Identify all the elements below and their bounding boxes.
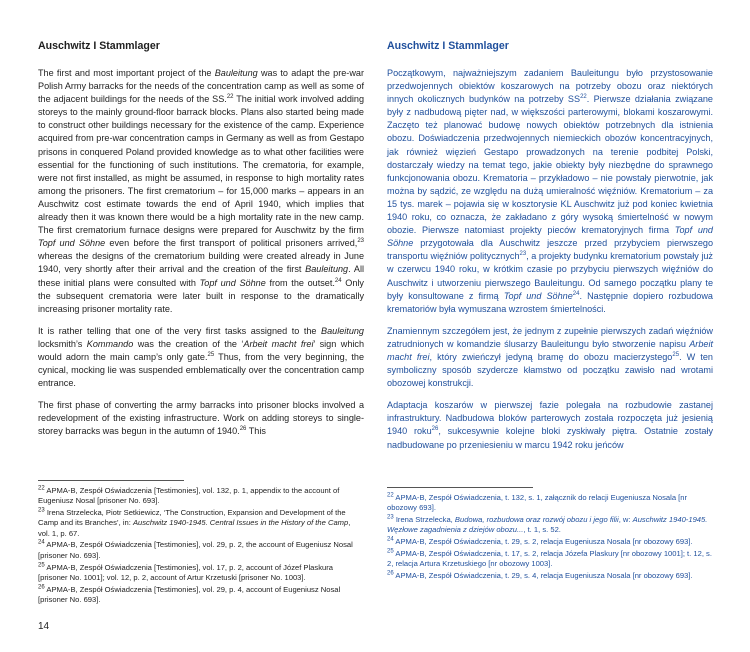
footnote-ref: 24	[334, 277, 342, 284]
polish-footnotes	[387, 487, 713, 583]
english-footnote-23: $^{23}$ Irena Strzelecka, Piotr Setkiewicz, ‘The Construction, Expansion and Development of the Camp and its Branches’, in: Auschwitz 1940-1945. Central Issues in the History of the Camp, vol. 1, p. 67.	[38, 507, 351, 538]
polish-column	[387, 40, 713, 581]
english-column	[38, 40, 365, 604]
polish-footnote-22: $^{22}$ APMA-B, Zespół Oświadczenia, t. 132, s. 1, załącznik do relacji Eugeniusza Nosala [nr obozowy 693].	[387, 492, 688, 513]
footnote-ref: 22	[580, 94, 587, 101]
polish-footnote-23: $^{23}$ Irena Strzelecka, Budowa, rozbudowa oraz rozwój obozu i jego filii, w: Auschwitz 1940-1945. Węzłowe zagadnienia z dziejów obozu..., t. 1, s. 52.	[387, 514, 708, 535]
footnote-ref: 26	[431, 426, 439, 433]
page-number: 14	[38, 621, 50, 632]
polish-paragraph-2: Znamiennym szczegółem jest, że jednym z zupełnie pierwszych zadań więźniów zatrudnionych w komandzie ślusarzy Bauleitungu było stworzenie napisu Arbeit macht frei, który zwieńczył jedyną bramę do obozu macierzystego$^{25}$. W ten symboliczny sposób szyderczе kłamstwo od początku zawisło nad wrotami obozowej konstrukcji.	[387, 325, 713, 389]
english-heading: Auschwitz I Stammlager	[38, 40, 160, 52]
polish-footnote-24: $^{24}$ APMA-B, Zespół Oświadczenia, t. 29, s. 2, relacja Eugeniusza Nosala [nr obozowy 693].	[387, 536, 693, 547]
english-paragraph-1: The first and most important project of the Bauleitung was to adapt the pre-war Polish Army barracks for the needs of the concentration camp as well as some of the adjacent buildings for the needs of the SS.$^{22}$ The initial work involved adding storeys to the mainly ground-floor barrack blocks. Plans also started being made to construct other buildings necessary for the existence of the camp. Experience acquired from pre-war concentration camps in Germany as well as from Gestapo prisons in conquered Poland provided knowledge as to what other facilities were essential for the functioning of such institutions. The crematoria, for example, were not first installed, as might be assumed, in response to high mortality rates among the prisoners. The first crematorium – for 15,000 marks – appears in an Auschwitz cost estimate towards the end of April 1940, which implies that already then it was known there would be a high mortality rate in the new camp. The first crematorium furnace designs were prepared for Auschwitz by the firm Topf und Söhne even before the first transport of political prisoners arrived,$^{23}$ whereas the designs of the crematorium building were created already in June 1940, very shortly after their arrival and the creation of the first Bauleitung. All these initial plans were consulted with Topf und Söhne from the outset.$^{24}$ Only the subsequent crematoria were later built in response to the dramatically increasing prisoner mortality rate.	[38, 68, 365, 314]
polish-paragraph-1: Początkowym, najważniejszym zadaniem Bauleitungu było przystosowanie przedwojennych obiektów koszarowych na potrzeby obozu oraz niektórych innych okolicznych budynków na potrzeby SS$^{22}$. Pierwsze działania związane były z nadbudową pięter nad, w większości parterowymi, blokami koszarowymi. Zaczęto też planować budowę nowych obiektów potrzebnych dla istnienia obozu. Doświadczenia przedwojennych niemieckich obozów koncentracyjnych, jak również więzień Gestapo prowadzonych na terenie podbitej Polski, dostarczały wiedzy na temat tego, jakie obiekty były niezbędne do sprawnego funkcjonowania obozu. Krematoria – przykładowo – nie powstały pierwotnie, jak można by sądzić, ze względu na dużą umieralność więźniów. Krematorium – za 15 tys. marek – pojawia się w kosztorysie KL Auschwitz już pod koniec kwietnia 1940 roku, co oznacza, że zakładano z góry wysoką śmiertelność w nowym obozie. Pierwsze natomiast projekty pieców krematoryjnych firma Topf und Söhne przygotowała dla Auschwitz jeszcze przed przybyciem pierwszego transportu więźniów politycznych$^{23}$, a projekty budynku krematorium powstały już w czerwcu 1940 roku, w krótkim czasie po przybyciu pierwszych więźniów do Auschwitz i utworzeniu pierwszego Bauleitungu. Od samego początku plany te były konsultowane z firmą Topf und Söhne$^{24}$. Następnie dopiero rozbudowa krematoriów była wymuszana wzrostem śmiertelności.	[387, 68, 713, 314]
english-footnote-22: $^{22}$ APMA-B, Zespół Oświadczenia [Testimonies], vol. 132, p. 1, appendix to the account of Eugeniusz Nosal [prisoner No. 693].	[38, 485, 340, 506]
polish-paragraph-3: Adaptacja koszarów w pierwszej fazie polegała na rozbudowie zastanej infrastruktury. Nadbudowa bloków parterowych została rozpoczęta już jesienią 1940 roku$^{26}$, sukcesywnie kolejne bloki zyskiwały piętra. Ostatnie zostały nadbudowane po przeniesieniu w marcu 1942 roku jeńców	[387, 400, 713, 450]
footnote-divider	[38, 480, 184, 481]
english-footnote-26: $^{26}$ APMA-B, Zespół Oświadczenia [Testimonies], vol. 29, p. 4, account of Eugeniusz Nosal [prisoner No. 693].	[38, 584, 341, 604]
footnote-divider	[387, 487, 533, 488]
polish-footnote-26: $^{26}$ APMA-B, Zespół Oświadczenia, t. 29, s. 4, relacja Eugeniusza Nosala [nr obozowy 693].	[387, 570, 693, 581]
footnote-ref: 22	[226, 94, 234, 101]
footnote-ref: 24	[572, 290, 580, 297]
footnote-ref: 25	[672, 351, 680, 358]
polish-heading: Auschwitz I Stammlager	[387, 40, 509, 52]
polish-footnote-25: $^{25}$ APMA-B, Zespół Oświadczenia, t. 17, s. 2, relacja Józefa Plaskury [nr obozowy 1001]; t. 12, s. 2, relacja Artura Krzetuskiego [nr obozowy 1003].	[387, 548, 712, 569]
english-paragraph-2: It is rather telling that one of the very first tasks assigned to the Bauleitung locksmith’s Kommando was the creation of the ‘Arbeit macht frei’ sign which would adorn the main camp’s only gate.$^{25}$ Thus, from the very beginning, the cynical, mocking lie was suspended emblematically over the concentration camp entrance.	[38, 325, 365, 389]
english-footnotes	[38, 480, 364, 607]
english-paragraph-3: The first phase of converting the army barracks into prisoner blocks involved a redevelopment of the existing infrastructure. Work on adding storeys to single-storey barracks was begun in the autumn of 1940.26 This	[38, 400, 364, 437]
footnote-ref: 23	[357, 238, 364, 245]
footnote-ref: 23	[519, 251, 527, 258]
english-footnote-25: $^{25}$ APMA-B, Zespół Oświadczenia [Testimonies], vol. 17, p. 2, account of Józef Plaskura [prisoner No. 1001]; vol. 12, p. 2, account of Artur Krzetuski [prisoner No. 1003].	[38, 562, 333, 582]
footnote-ref: 25	[207, 351, 215, 358]
footnote-ref: 26	[239, 426, 247, 433]
english-footnote-24: $^{24}$ APMA-B, Zespół Oświadczenia [Testimonies], vol. 29, p. 2, the account of Eugeniusz Nosal [prisoner No. 693].	[38, 539, 353, 560]
